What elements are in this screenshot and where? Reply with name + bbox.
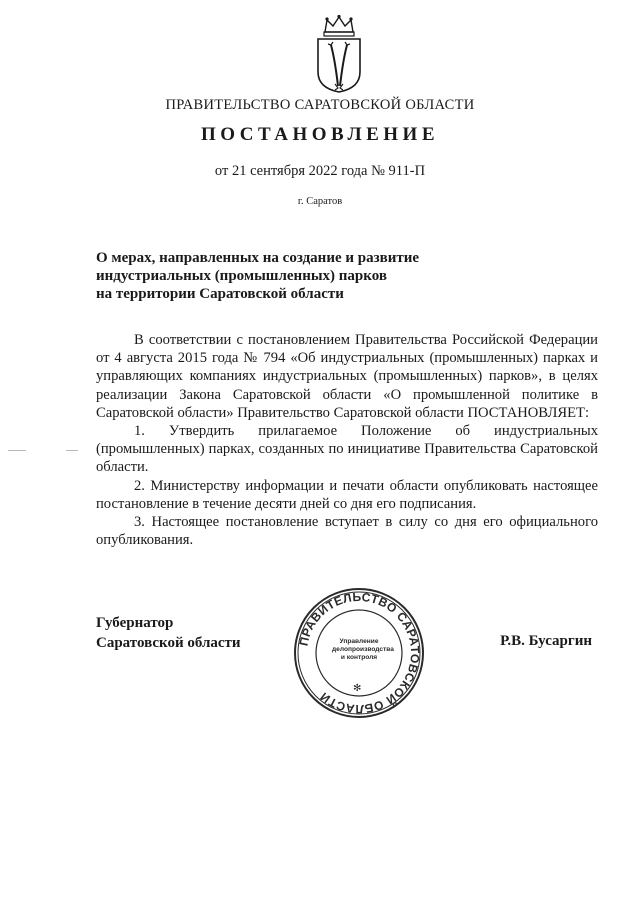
title-line: индустриальных (промышленных) парков bbox=[96, 268, 387, 284]
body-paragraph: 1. Утвердить прилагаемое Положение об индустриальных (промышленных) парках, созданных по инициативе Правительства Саратовской области. bbox=[96, 423, 598, 476]
body-paragraph: 2. Министерству информации и печати области опубликовать настоящее постановление в течение десяти дней со дня его подписания. bbox=[96, 477, 598, 512]
document-title bbox=[96, 249, 516, 303]
body-paragraph: 3. Настоящее постановление вступает в силу со дня его официального опубликования. bbox=[96, 514, 598, 549]
signatory-name: Р.В. Бусаргин bbox=[500, 633, 592, 649]
title-line: О мерах, направленных на создание и развитие bbox=[96, 250, 420, 266]
signatory-position-line: Саратовской области bbox=[96, 635, 241, 651]
title-line: на территории Саратовской области bbox=[96, 286, 344, 302]
document-body bbox=[96, 331, 598, 549]
scan-mark bbox=[66, 450, 78, 451]
scan-mark bbox=[8, 450, 26, 451]
seal-inner-line: делопроизводства bbox=[332, 646, 394, 653]
coat-of-arms-icon bbox=[311, 14, 367, 94]
organization-name: ПРАВИТЕЛЬСТВО САРАТОВСКОЙ ОБЛАСТИ bbox=[165, 97, 475, 113]
document-type: ПОСТАНОВЛЕНИЕ bbox=[200, 124, 440, 145]
seal-ring-text: ПРАВИТЕЛЬСТВО САРАТОВСКОЙ ОБЛАСТИ bbox=[296, 589, 423, 717]
body-paragraph: В соответствии с постановлением Правительства Российской Федерации от 4 августа 2015 года № 794 «Об индустриальных (промышленных) парках и управляющих компаниях индустриальных (промышленных) парков», в целях реализации Закона Саратовской области «О промышленной политике в Саратовской области» Правительство Саратовской области ПОСТАНОВЛЯЕТ: bbox=[96, 332, 598, 421]
seal-inner-line: Управление bbox=[339, 638, 379, 645]
document-date-number: от 21 сентября 2022 года № 911-П bbox=[214, 163, 426, 179]
seal-star-icon: ✻ bbox=[353, 683, 362, 694]
signatory-position bbox=[96, 613, 241, 653]
seal-inner-text bbox=[332, 638, 394, 662]
signatory-position-line: Губернатор bbox=[96, 615, 174, 631]
seal-inner-line: и контроля bbox=[340, 654, 378, 661]
document-city: г. Саратов bbox=[297, 196, 343, 207]
